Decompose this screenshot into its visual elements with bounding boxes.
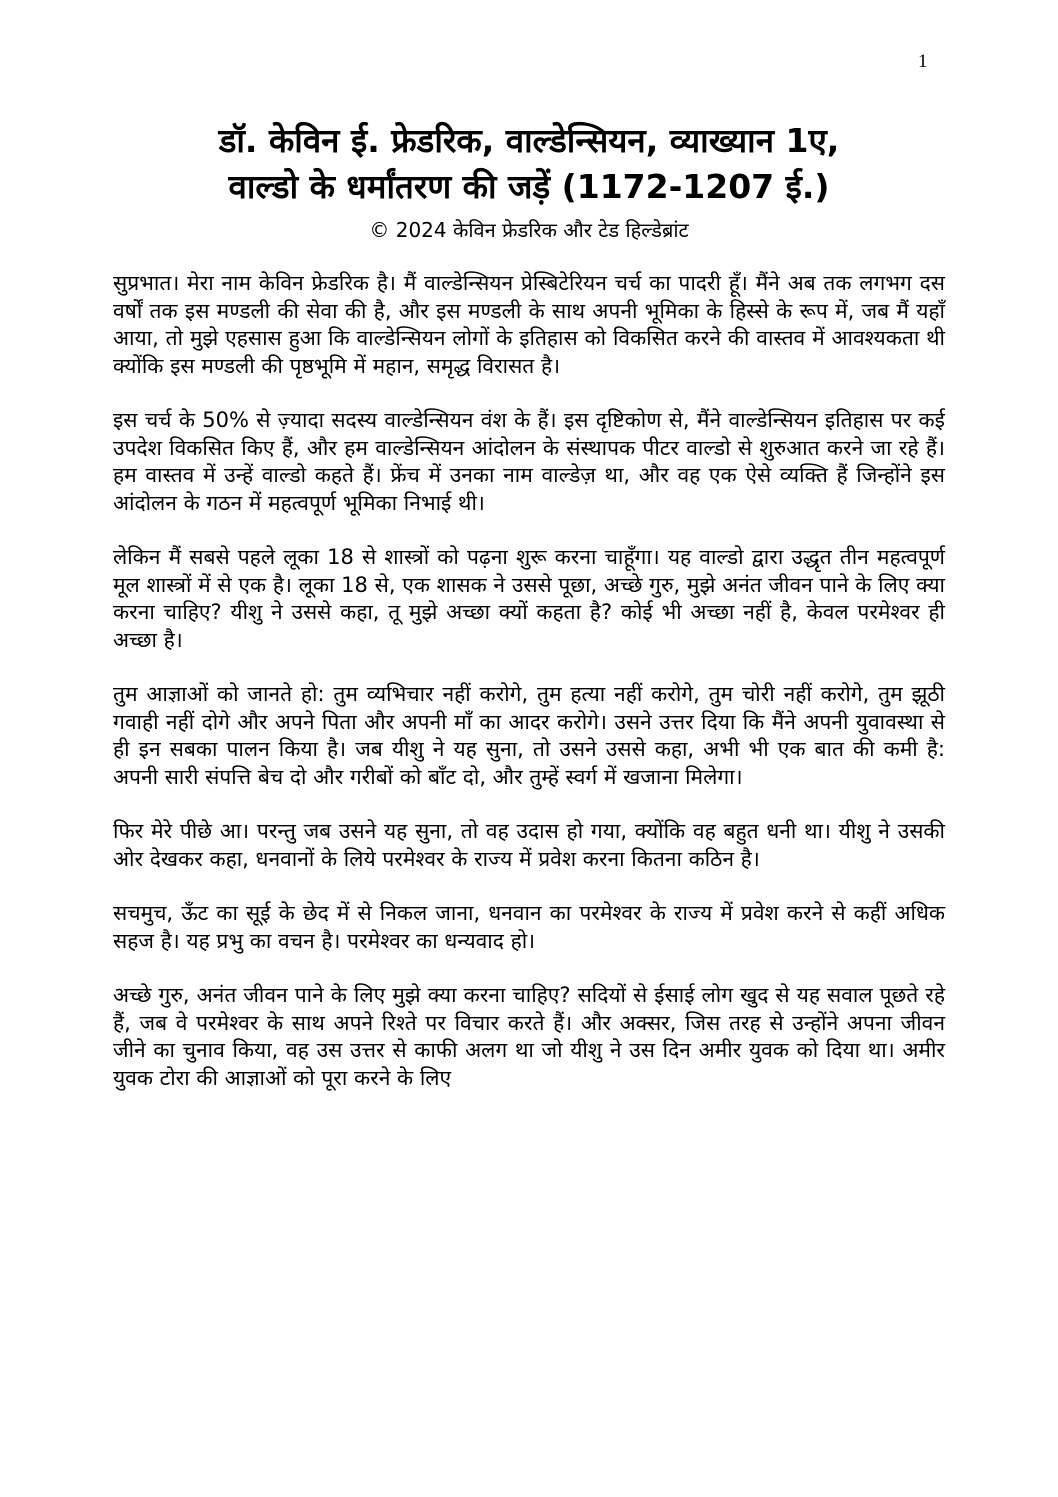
page-number: 1 bbox=[918, 51, 928, 72]
document-body bbox=[113, 270, 945, 1092]
copyright-line: © 2024 केविन फ्रेडरिक और टेड हिल्डेब्रांट bbox=[369, 218, 689, 242]
document-title-line-1: डॉ. केविन ई. फ्रेडरिक, वाल्डेन्सियन, व्याख्यान 1ए, bbox=[218, 121, 840, 160]
document-title-line-2: वाल्डो के धर्मांतरण की जड़ें (1172-1207 ई.) bbox=[228, 167, 830, 206]
paragraph-5: फिर मेरे पीछे आ। परन्तु जब उसने यह सुना, तो वह उदास हो गया, क्योंकि वह बहुत धनी था। यीशु ने उसकी ओर देखकर कहा, धनवानों के लिये परमेश्वर के राज्य में प्रवेश करना कितना कठिन है। bbox=[113, 819, 945, 871]
document-header bbox=[80, 118, 978, 244]
paragraph-1: सुप्रभात। मेरा नाम केविन फ्रेडरिक है। मैं वाल्डेन्सियन प्रेस्बिटेरियन चर्च का पादरी हूँ। मैंने अब तक लगभग दस वर्षों तक इस मण्डली की सेवा की है, और इस मण्डली के साथ अपनी भूमिका के हिस्से के रूप में, जब मैं यहाँ आया, तो मुझे एहसास हुआ कि वाल्डेन्सियन लोगों के इतिहास को विकसित करने की वास्तव में आवश्यकता थी क्योंकि इस मण्डली की पृष्ठभूमि में महान, समृद्ध विरासत है। bbox=[113, 271, 945, 378]
paragraph-3: लेकिन मैं सबसे पहले लूका 18 से शास्त्रों को पढ़ना शुरू करना चाहूँगा। यह वाल्डो द्वारा उद्धृत तीन महत्वपूर्ण मूल शास्त्रों में से एक है। लूका 18 से, एक शासक ने उससे पूछा, अच्छे गुरु, मुझे अनंत जीवन पाने के लिए क्या करना चाहिए? यीशु ने उससे कहा, तू मुझे अच्छा क्यों कहता है? कोई भी अच्छा नहीं है, केवल परमेश्वर ही अच्छा है। bbox=[113, 545, 945, 652]
paragraph-7: अच्छे गुरु, अनंत जीवन पाने के लिए मुझे क्या करना चाहिए? सदियों से ईसाई लोग खुद से यह सवाल पूछते रहे हैं, जब वे परमेश्वर के साथ अपने रिश्ते पर विचार करते हैं। और अक्सर, जिस तरह से उन्होंने अपना जीवन जीने का चुनाव किया, वह उस उत्तर से काफी अलग था जो यीशु ने उस दिन अमीर युवक को दिया था। अमीर युवक टोरा की आज्ञाओं को पूरा करने के लिए bbox=[113, 983, 945, 1090]
paragraph-2: इस चर्च के 50% से ज़्यादा सदस्य वाल्डेन्सियन वंश के हैं। इस दृष्टिकोण से, मैंने वाल्डेन्सियन इतिहास पर कई उपदेश विकसित किए हैं, और हम वाल्डेन्सियन आंदोलन के संस्थापक पीटर वाल्डो से शुरुआत करने जा रहे हैं। हम वास्तव में उन्हें वाल्डो कहते हैं। फ्रेंच में उनका नाम वाल्डेज़ था, और वह एक ऐसे व्यक्ति हैं जिन्होंने इस आंदोलन के गठन में महत्वपूर्ण भूमिका निभाई थी। bbox=[113, 408, 945, 515]
paragraph-4: तुम आज्ञाओं को जानते हो: तुम व्यभिचार नहीं करोगे, तुम हत्या नहीं करोगे, तुम चोरी नहीं करोगे, तुम झूठी गवाही नहीं दोगे और अपने पिता और अपनी माँ का आदर करोगे। उसने उत्तर दिया कि मैंने अपनी युवावस्था से ही इन सबका पालन किया है। जब यीशु ने यह सुना, तो उसने उससे कहा, अभी भी एक बात की कमी है: अपनी सारी संपत्ति बेच दो और गरीबों को बाँट दो, और तुम्हें स्वर्ग में खजाना मिलेगा। bbox=[113, 682, 945, 789]
paragraph-6: सचमुच, ऊँट का सूई के छेद में से निकल जाना, धनवान का परमेश्वर के राज्य में प्रवेश करने से कहीं अधिक सहज है। यह प्रभु का वचन है। परमेश्वर का धन्यवाद हो। bbox=[113, 901, 945, 953]
